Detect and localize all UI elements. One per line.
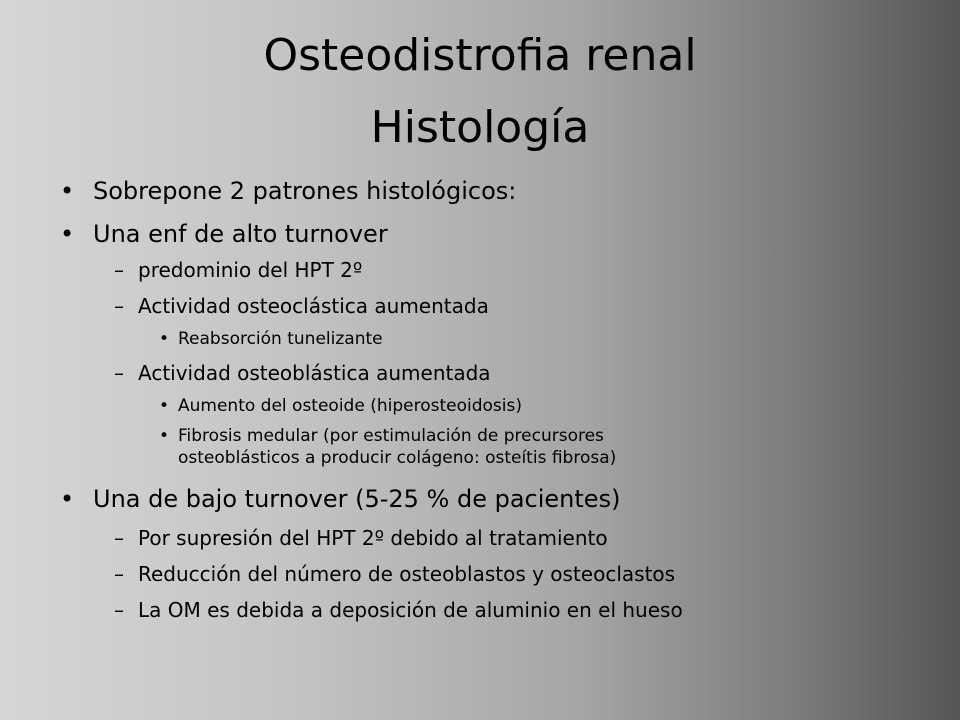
dash-marker: – [114,526,124,550]
slide-title-line2: Histología [370,102,590,153]
sub-sub-bullet-text-line1: Fibrosis medular (por estimulación de precursores [178,426,604,446]
dash-marker: – [114,598,124,622]
dash-marker: – [114,361,124,385]
sub-sub-bullet-text-line2: osteoblásticos a producir colágeno: osteítis fibrosa) [178,448,617,468]
sub-bullet-text: Actividad osteoblástica aumentada [138,361,491,385]
slide-title-line1: Osteodistrofia renal [263,30,697,81]
sub-bullet-text: La OM es debida a deposición de aluminio en el hueso [138,598,683,622]
dash-marker: – [114,294,124,318]
bullet-marker: • [60,220,75,248]
bullet-marker: • [60,485,75,513]
bullet-text: Una enf de alto turnover [93,220,388,248]
bullet-marker: • [60,177,75,205]
sub-sub-bullet-text [178,428,616,467]
bullet-text: Una de bajo turnover (5-25 % de pacientes) [93,485,621,513]
sub-sub-bullet-text: Reabsorción tunelizante [178,329,383,349]
sub-bullet-text: Por supresión del HPT 2º debido al tratamiento [138,526,608,550]
bullet-marker: • [159,396,170,416]
bullet-marker: • [159,329,170,349]
bullet-text: Sobrepone 2 patrones histológicos: [93,177,517,205]
bullet-marker: • [159,426,170,446]
sub-bullet-text: Actividad osteoclástica aumentada [138,294,489,318]
sub-bullet-text: predominio del HPT 2º [138,258,363,282]
sub-bullet-text: Reducción del número de osteoblastos y osteoclastos [138,562,676,586]
sub-sub-bullet-text: Aumento del osteoide (hiperosteoidosis) [178,396,522,416]
dash-marker: – [114,562,124,586]
dash-marker: – [114,258,124,282]
